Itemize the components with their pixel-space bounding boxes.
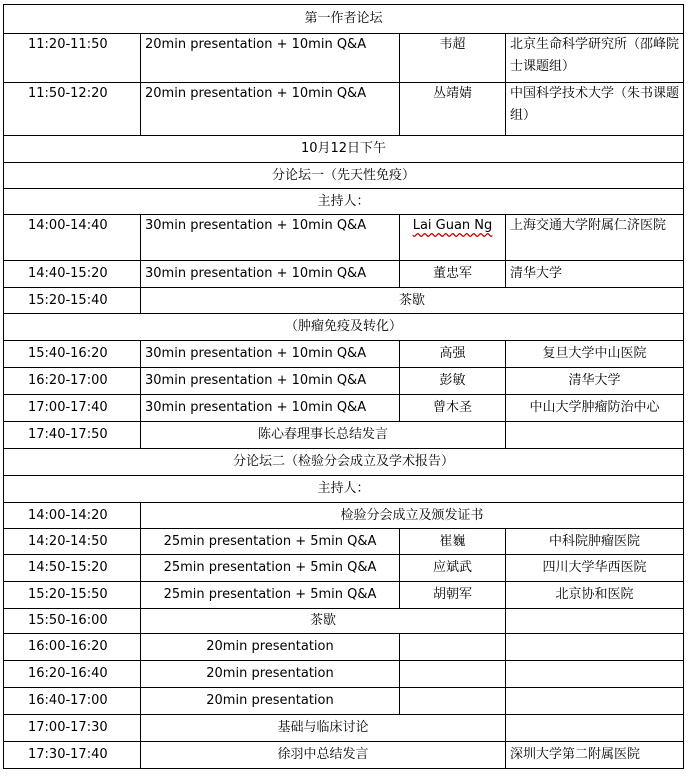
empty-cell: [400, 688, 506, 715]
time-cell: 17:40-17:50: [4, 422, 141, 449]
forum1-host: 主持人：: [4, 189, 684, 215]
time-cell: 17:00-17:40: [4, 395, 141, 422]
speaker-cell: 胡朝军: [400, 582, 506, 609]
affiliation-cell: 北京生命科学研究所（邵峰院士课题组）: [506, 34, 684, 83]
affiliation-cell: 上海交通大学附属仁济医院: [506, 215, 684, 261]
format-cell: 20min presentation: [141, 634, 400, 661]
table-row: [4, 529, 684, 555]
section-header-row: [4, 5, 684, 34]
discussion-label: 基础与临床讨论: [141, 715, 506, 742]
time-cell: 16:00-16:20: [4, 634, 141, 661]
format-cell: 20min presentation: [141, 688, 400, 715]
forum2-host: 主持人：: [4, 476, 684, 503]
table-row: [4, 634, 684, 661]
time-cell: 17:00-17:30: [4, 715, 141, 742]
forum2-title: 分论坛二（检验分会成立及学术报告）: [4, 449, 684, 476]
empty-cell: [506, 634, 684, 661]
speaker-cell: 彭敏: [400, 368, 506, 395]
empty-cell: [400, 634, 506, 661]
time-cell: 16:20-16:40: [4, 661, 141, 688]
affiliation-cell: 复旦大学中山医院: [506, 341, 684, 368]
format-cell: 30min presentation + 10min Q&A: [141, 341, 400, 368]
time-cell: 15:50-16:00: [4, 609, 141, 634]
format-cell: 25min presentation + 5min Q&A: [141, 529, 400, 555]
affiliation-cell: 中科院肿瘤医院: [506, 529, 684, 555]
time-cell: 17:30-17:40: [4, 742, 141, 769]
empty-cell: [506, 688, 684, 715]
format-cell: 25min presentation + 5min Q&A: [141, 555, 400, 582]
tea-break-row: [4, 609, 684, 634]
affiliation-cell: 中国科学技术大学（朱书课题组）: [506, 83, 684, 136]
date-row: [4, 136, 684, 163]
table-row: [4, 34, 684, 83]
format-cell: 30min presentation + 10min Q&A: [141, 395, 400, 422]
affiliation-cell: 中山大学肿瘤防治中心: [506, 395, 684, 422]
affiliation-cell: 清华大学: [506, 261, 684, 288]
empty-cell: [506, 661, 684, 688]
table-row: [4, 395, 684, 422]
summary-row: [4, 742, 684, 769]
tea-break-row: [4, 288, 684, 314]
speaker-cell: [400, 215, 506, 261]
table-row: [4, 215, 684, 261]
time-cell: 16:20-17:00: [4, 368, 141, 395]
format-cell: 25min presentation + 5min Q&A: [141, 582, 400, 609]
format-cell: 30min presentation + 10min Q&A: [141, 215, 400, 261]
summary-label: 徐羽中总结发言: [141, 742, 506, 769]
time-cell: 11:20-11:50: [4, 34, 141, 83]
table-row: [4, 555, 684, 582]
speaker-cell: 应斌武: [400, 555, 506, 582]
time-cell: 14:40-15:20: [4, 261, 141, 288]
time-cell: 11:50-12:20: [4, 83, 141, 136]
time-cell: 14:20-14:50: [4, 529, 141, 555]
time-cell: 15:20-15:40: [4, 288, 141, 314]
affiliation-cell: 清华大学: [506, 368, 684, 395]
speaker-cell: 韦超: [400, 34, 506, 83]
date-heading: 10月12日下午: [4, 136, 684, 163]
host-row: [4, 476, 684, 503]
affiliation-cell: 深圳大学第二附属医院: [506, 742, 684, 769]
summary-label: 陈心春理事长总结发言: [141, 422, 506, 449]
discussion-row: [4, 715, 684, 742]
empty-cell: [506, 422, 684, 449]
format-cell: 20min presentation + 10min Q&A: [141, 34, 400, 83]
host-row: [4, 189, 684, 215]
ceremony-label: 检验分会成立及颁发证书: [141, 503, 684, 529]
tumor-immunity-heading: （肿瘤免疫及转化）: [4, 314, 684, 341]
speaker-cell: 丛靖婧: [400, 83, 506, 136]
time-cell: 15:40-16:20: [4, 341, 141, 368]
speaker-name: Lai Guan Ng: [412, 218, 493, 233]
tea-break-label: 茶歇: [141, 288, 684, 314]
time-cell: 14:00-14:40: [4, 215, 141, 261]
table-row: [4, 661, 684, 688]
forum1-title: 分论坛一（先天性免疫）: [4, 163, 684, 189]
time-cell: 15:20-15:50: [4, 582, 141, 609]
section-header-row: [4, 314, 684, 341]
speaker-cell: 崔巍: [400, 529, 506, 555]
first-author-forum-title: 第一作者论坛: [4, 5, 684, 34]
table-row: [4, 83, 684, 136]
schedule-table: [3, 4, 684, 769]
time-cell: 14:00-14:20: [4, 503, 141, 529]
empty-cell: [506, 609, 684, 634]
summary-row: [4, 422, 684, 449]
time-cell: 14:50-15:20: [4, 555, 141, 582]
table-row: [4, 582, 684, 609]
empty-cell: [400, 661, 506, 688]
forum-title-row: [4, 449, 684, 476]
format-cell: 20min presentation + 10min Q&A: [141, 83, 400, 136]
empty-cell: [506, 715, 684, 742]
affiliation-cell: 四川大学华西医院: [506, 555, 684, 582]
format-cell: 30min presentation + 10min Q&A: [141, 261, 400, 288]
ceremony-row: [4, 503, 684, 529]
speaker-cell: 曾木圣: [400, 395, 506, 422]
format-cell: 30min presentation + 10min Q&A: [141, 368, 400, 395]
affiliation-cell: 北京协和医院: [506, 582, 684, 609]
speaker-cell: 董忠军: [400, 261, 506, 288]
table-row: [4, 261, 684, 288]
table-row: [4, 368, 684, 395]
format-cell: 20min presentation: [141, 661, 400, 688]
table-row: [4, 688, 684, 715]
tea-break-label: 茶歇: [141, 609, 506, 634]
table-row: [4, 341, 684, 368]
forum-title-row: [4, 163, 684, 189]
time-cell: 16:40-17:00: [4, 688, 141, 715]
speaker-cell: 高强: [400, 341, 506, 368]
